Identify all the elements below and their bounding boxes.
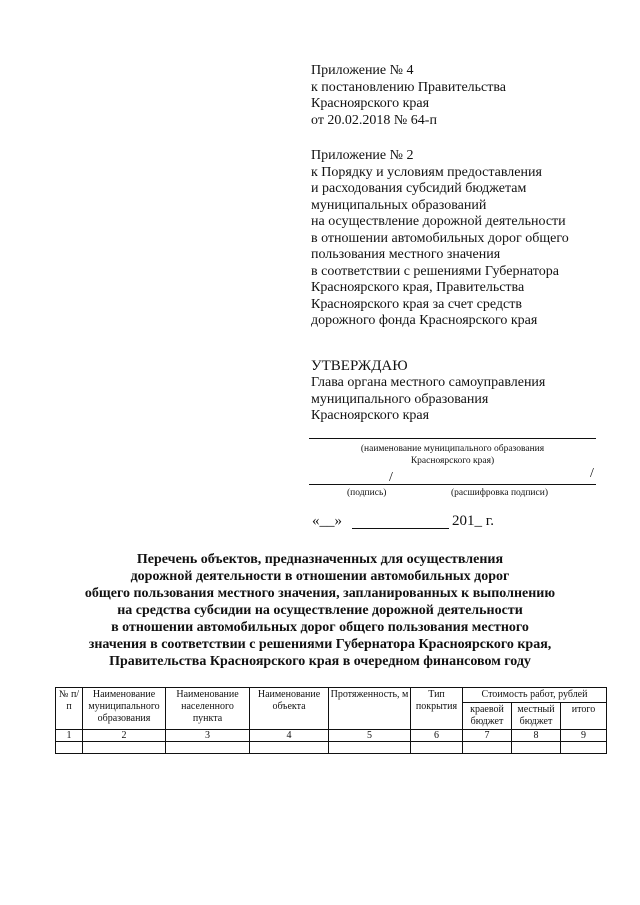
table-row xyxy=(56,742,607,754)
title-line: значения в соответствии с решениями Губернатора Красноярского края, xyxy=(88,637,552,652)
approval-heading: УТВЕРЖДАЮ xyxy=(311,358,408,374)
column-number: 4 xyxy=(250,730,329,742)
title-line: дорожной деятельности в отношении автомобильных дорог xyxy=(130,569,510,584)
appendix-2-block xyxy=(311,148,569,330)
table-cell xyxy=(463,742,512,754)
table-header-row xyxy=(56,688,607,703)
approval-line: муниципального образования xyxy=(311,391,489,407)
title-line: Правительства Красноярского края в очередном финансовом году xyxy=(109,654,531,669)
table-cell xyxy=(329,742,411,754)
appendix-2-line: к Порядку и условиям предоставления xyxy=(311,164,542,180)
appendix-2-line: пользования местного значения xyxy=(311,247,501,262)
header-regional-budget: краевой бюджет xyxy=(463,703,512,730)
objects-table xyxy=(55,687,607,754)
signature-caption: (подпись) xyxy=(347,488,387,498)
title-line: общего пользования местного значения, запланированных к выполнению xyxy=(84,586,556,601)
signature-slash: / xyxy=(389,470,393,485)
title-line: Перечень объектов, предназначенных для осуществления xyxy=(136,552,504,567)
header-municipality: Наименование муниципального образования xyxy=(83,688,166,730)
appendix-4-line: от 20.02.2018 № 64-п xyxy=(311,112,437,128)
approval-block xyxy=(311,358,545,425)
column-number: 9 xyxy=(561,730,607,742)
document-title xyxy=(0,551,640,670)
column-number: 5 xyxy=(329,730,411,742)
header-object: Наименование объекта xyxy=(250,688,329,730)
signature-slash-end: / xyxy=(590,466,594,481)
municipality-caption xyxy=(309,443,596,467)
header-settlement: Наименование населенного пункта xyxy=(166,688,250,730)
table-cell xyxy=(166,742,250,754)
column-number: 7 xyxy=(463,730,512,742)
table-cell xyxy=(561,742,607,754)
municipality-caption-line: Красноярского края) xyxy=(410,456,495,466)
column-number: 6 xyxy=(411,730,463,742)
header-total: итого xyxy=(561,703,607,730)
appendix-2-line: дорожного фонда Красноярского края xyxy=(311,313,538,328)
table-cell xyxy=(512,742,561,754)
header-num: № п/п xyxy=(56,688,83,730)
appendix-2-line: и расходования субсидий бюджетам xyxy=(311,181,527,196)
header-length: Протяженность, м xyxy=(329,688,411,730)
date-day: «__» xyxy=(312,513,342,529)
appendix-2-line: Красноярского края, Правительства xyxy=(311,280,525,295)
date-month-line xyxy=(352,528,449,529)
appendix-2-line: на осуществление дорожной деятельности xyxy=(311,214,566,229)
column-number: 1 xyxy=(56,730,83,742)
appendix-4-line: к постановлению Правительства xyxy=(311,79,507,95)
appendix-4-line: Красноярского края xyxy=(311,96,430,111)
column-number: 2 xyxy=(83,730,166,742)
appendix-2-line: Красноярского края за счет средств xyxy=(311,296,522,312)
table-cell xyxy=(83,742,166,754)
column-numbers-row xyxy=(56,730,607,742)
appendix-2-line: в отношении автомобильных дорог общего xyxy=(311,230,569,246)
municipality-caption-line: (наименование муниципального образования xyxy=(360,444,545,454)
header-coverage: Тип покрытия xyxy=(411,688,463,730)
table-cell xyxy=(250,742,329,754)
date-year: 201_ г. xyxy=(452,513,494,529)
table-cell xyxy=(56,742,83,754)
column-number: 8 xyxy=(512,730,561,742)
approval-line: Глава органа местного самоуправления xyxy=(311,375,546,390)
municipality-name-line xyxy=(309,438,596,439)
decoding-caption: (расшифровка подписи) xyxy=(451,488,548,498)
title-line: в отношении автомобильных дорог общего пользования местного xyxy=(111,620,529,635)
title-line: на средства субсидии на осуществление дорожной деятельности xyxy=(117,603,523,618)
appendix-4-line: Приложение № 4 xyxy=(311,63,414,78)
appendix-2-line: Приложение № 2 xyxy=(311,148,414,163)
column-number: 3 xyxy=(166,730,250,742)
table-cell xyxy=(411,742,463,754)
appendix-4-block xyxy=(311,63,506,129)
appendix-2-line: муниципальных образований xyxy=(311,197,487,213)
signature-line xyxy=(309,484,596,485)
header-cost-group: Стоимость работ, рублей xyxy=(463,688,607,703)
appendix-2-line: в соответствии с решениями Губернатора xyxy=(311,263,559,279)
header-local-budget: местный бюджет xyxy=(512,703,561,730)
approval-line: Красноярского края xyxy=(311,408,430,423)
